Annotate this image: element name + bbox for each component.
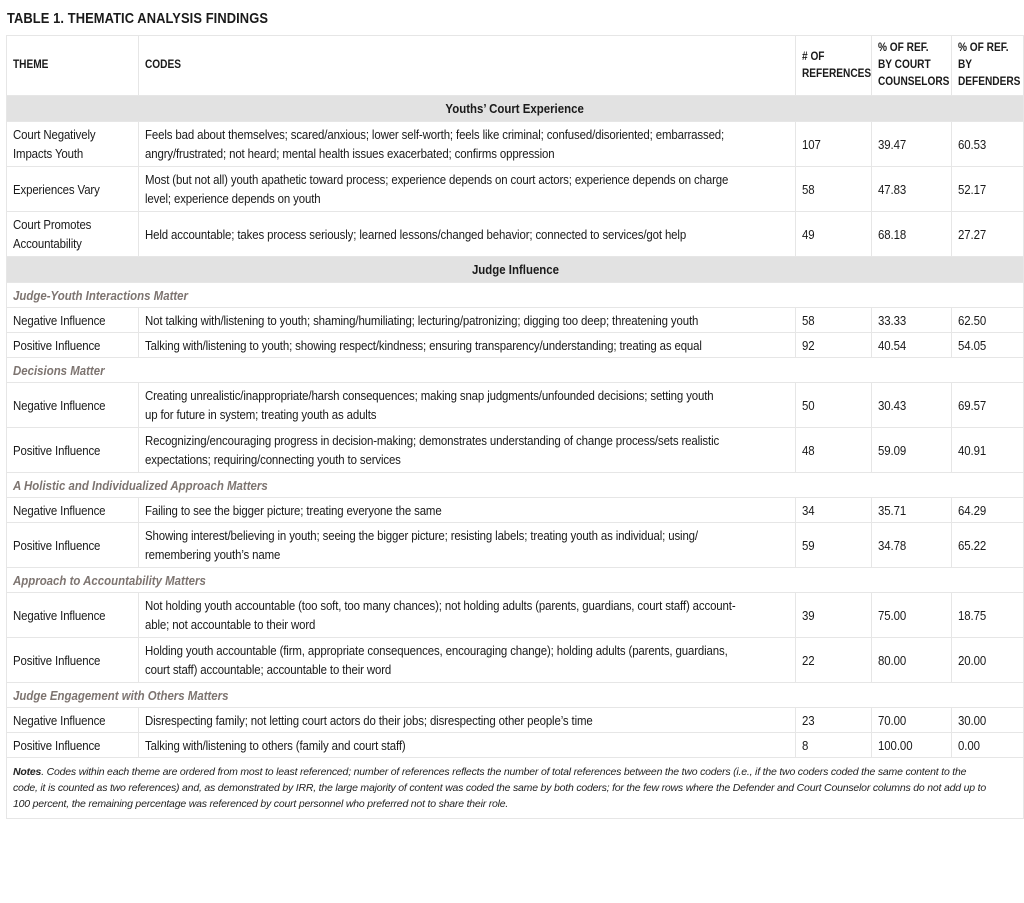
defenders-percent-cell: 65.22	[952, 523, 1024, 568]
codes-cell	[139, 167, 796, 212]
cell-text-line: Positive Influence	[13, 737, 101, 753]
references-cell: 23	[796, 708, 872, 733]
header-references: # OF REFERENCES	[796, 36, 872, 96]
cell-text-line: Not talking with/listening to youth; shaming/humiliating; lecturing/patronizing; digging too deep; threatening youth	[145, 312, 699, 328]
table-row	[7, 498, 1024, 523]
subgroup-heading-row	[7, 358, 1024, 383]
section-youth-court-experience	[7, 96, 1024, 122]
subgroup-title: Decisions Matter	[7, 358, 1024, 383]
table-row	[7, 167, 1024, 212]
cell-text-line: Negative Influence	[13, 502, 106, 518]
theme-cell	[7, 523, 139, 568]
subgroup-title: Judge Engagement with Others Matters	[7, 683, 1024, 708]
cell-text-line: Held accountable; takes process seriously; learned lessons/changed behavior; connected to services/got help	[145, 226, 687, 242]
codes-cell	[139, 593, 796, 638]
table-row	[7, 638, 1024, 683]
references-cell: 22	[796, 638, 872, 683]
defenders-percent-cell: 69.57	[952, 383, 1024, 428]
codes-cell	[139, 733, 796, 758]
defenders-percent-cell: 27.27	[952, 212, 1024, 257]
counselors-percent-cell: 35.71	[872, 498, 952, 523]
header-codes: CODES	[139, 36, 796, 96]
references-cell: 48	[796, 428, 872, 473]
cell-text-line: Impacts Youth	[13, 146, 84, 161]
cell-text-line: Negative Influence	[13, 312, 106, 328]
references-cell: 58	[796, 167, 872, 212]
section-title: Youths’ Court Experience	[7, 96, 1024, 122]
defenders-percent-cell: 40.91	[952, 428, 1024, 473]
table-body	[7, 96, 1024, 819]
table-row	[7, 428, 1024, 473]
subgroup-title: A Holistic and Individualized Approach Matters	[7, 473, 1024, 498]
cell-text-line: Disrespecting family; not letting court actors do their jobs; disrespecting other people’s time	[145, 712, 593, 728]
cell-text-line: Experiences Vary	[13, 181, 100, 197]
cell-text-line: Talking with/listening to others (family and court staff)	[145, 737, 406, 753]
references-cell: 58	[796, 308, 872, 333]
cell-text-line: up for future in system; treating youth as adults	[145, 407, 377, 422]
references-cell: 34	[796, 498, 872, 523]
cell-text-line: Positive Influence	[13, 537, 101, 553]
cell-text-line: Negative Influence	[13, 712, 106, 728]
theme-cell	[7, 593, 139, 638]
cell-text-line: angry/frustrated; not heard; mental health issues exacerbated; confirms oppression	[145, 146, 555, 161]
table-row	[7, 523, 1024, 568]
cell-text-line: Creating unrealistic/inappropriate/harsh consequences; making snap judgments/unfounded decisions; setting youth	[145, 388, 714, 403]
cell-text-line: Showing interest/believing in youth; seeing the bigger picture; resisting labels; treating youth as individual; using/	[145, 528, 698, 543]
references-cell: 39	[796, 593, 872, 638]
table-row	[7, 383, 1024, 428]
notes-text-line: . Codes within each theme are ordered from most to least referenced; number of references reflects the number of total references between the two coders (i.e., if the two coders coded the same content to the	[41, 766, 967, 778]
table-row	[7, 308, 1024, 333]
cell-text-line: Negative Influence	[13, 607, 106, 623]
codes-cell	[139, 708, 796, 733]
defenders-percent-cell: 20.00	[952, 638, 1024, 683]
table-row	[7, 593, 1024, 638]
theme-cell	[7, 383, 139, 428]
cell-text-line: Talking with/listening to youth; showing respect/kindness; ensuring transparency/understanding; treating as equal	[145, 337, 702, 353]
notes-text-line: 100 percent, the remaining percentage was referenced by court personnel who preferred not to share their role.	[13, 798, 509, 810]
cell-text-line: Holding youth accountable (firm, appropriate consequences, encouraging change); holding adults (parents, guardians,	[145, 643, 728, 658]
cell-text-line: Accountability	[13, 236, 82, 251]
counselors-percent-cell: 68.18	[872, 212, 952, 257]
defenders-percent-cell: 62.50	[952, 308, 1024, 333]
counselors-percent-cell: 100.00	[872, 733, 952, 758]
theme-cell	[7, 122, 139, 167]
theme-cell	[7, 308, 139, 333]
cell-text-line: level; experience depends on youth	[145, 191, 321, 206]
theme-cell	[7, 333, 139, 358]
header-theme: THEME	[7, 36, 139, 96]
codes-cell	[139, 523, 796, 568]
subgroup-title: Judge-Youth Interactions Matter	[7, 283, 1024, 308]
cell-text-line: Not holding youth accountable (too soft, too many chances); not holding adults (parents, guardians, court staff) account-	[145, 598, 736, 613]
cell-text-line: Court Negatively	[13, 127, 96, 142]
cell-text-line: Feels bad about themselves; scared/anxious; lower self-worth; feels like criminal; confused/disoriented; embarrassed;	[145, 127, 725, 142]
defenders-percent-cell: 64.29	[952, 498, 1024, 523]
table-row	[7, 122, 1024, 167]
subgroup-heading-row	[7, 473, 1024, 498]
defenders-percent-cell: 30.00	[952, 708, 1024, 733]
cell-text-line: Recognizing/encouraging progress in decision-making; demonstrates understanding of change process/sets realistic	[145, 433, 720, 448]
notes-text-line: code, it is counted as two references) and, as demonstrated by IRR, the large majority of content was coded the same by both coders; for the few rows where the Defender and Court Counselor columns do not add up to	[13, 782, 986, 794]
counselors-percent-cell: 30.43	[872, 383, 952, 428]
table-row	[7, 333, 1024, 358]
subgroup-heading-row	[7, 568, 1024, 593]
theme-cell	[7, 733, 139, 758]
references-cell: 92	[796, 333, 872, 358]
cell-text-line: Court Promotes	[13, 217, 92, 232]
table-row	[7, 708, 1024, 733]
defenders-percent-cell: 18.75	[952, 593, 1024, 638]
section-title: Judge Influence	[7, 257, 1024, 283]
subgroup-heading-row	[7, 283, 1024, 308]
defenders-percent-cell: 54.05	[952, 333, 1024, 358]
thematic-findings-table	[6, 35, 1024, 819]
theme-cell	[7, 167, 139, 212]
cell-text-line: remembering youth’s name	[145, 547, 281, 562]
references-cell: 8	[796, 733, 872, 758]
counselors-percent-cell: 59.09	[872, 428, 952, 473]
cell-text-line: Most (but not all) youth apathetic toward process; experience depends on court actors; experience depends on charge	[145, 172, 729, 187]
counselors-percent-cell: 80.00	[872, 638, 952, 683]
counselors-percent-cell: 75.00	[872, 593, 952, 638]
table-row	[7, 733, 1024, 758]
cell-text-line: court staff) accountable; accountable to their word	[145, 662, 392, 677]
header-counselors: % OF REF. BY COURT COUNSELORS	[872, 36, 952, 96]
counselors-percent-cell: 33.33	[872, 308, 952, 333]
codes-cell	[139, 638, 796, 683]
section-judge-influence	[7, 257, 1024, 283]
counselors-percent-cell: 47.83	[872, 167, 952, 212]
theme-cell	[7, 708, 139, 733]
codes-cell	[139, 428, 796, 473]
references-cell: 59	[796, 523, 872, 568]
codes-cell	[139, 212, 796, 257]
table-title: TABLE 1. THEMATIC ANALYSIS FINDINGS	[7, 10, 269, 27]
table-notes-row	[7, 758, 1024, 819]
codes-cell	[139, 383, 796, 428]
cell-text-line: Negative Influence	[13, 397, 106, 413]
cell-text-line: Positive Influence	[13, 337, 101, 353]
codes-cell	[139, 333, 796, 358]
header-defenders: % OF REF. BY DEFENDERS	[952, 36, 1024, 96]
table-header-row	[7, 36, 1024, 96]
codes-cell	[139, 122, 796, 167]
codes-cell	[139, 308, 796, 333]
defenders-percent-cell: 0.00	[952, 733, 1024, 758]
theme-cell	[7, 212, 139, 257]
counselors-percent-cell: 70.00	[872, 708, 952, 733]
cell-text-line: expectations; requiring/connecting youth to services	[145, 452, 401, 467]
subgroup-title: Approach to Accountability Matters	[7, 568, 1024, 593]
defenders-percent-cell: 60.53	[952, 122, 1024, 167]
cell-text-line: Positive Influence	[13, 652, 101, 668]
counselors-percent-cell: 39.47	[872, 122, 952, 167]
cell-text-line: able; not accountable to their word	[145, 617, 316, 632]
table-row	[7, 212, 1024, 257]
defenders-percent-cell: 52.17	[952, 167, 1024, 212]
counselors-percent-cell: 40.54	[872, 333, 952, 358]
theme-cell	[7, 638, 139, 683]
cell-text-line: Positive Influence	[13, 442, 101, 458]
counselors-percent-cell: 34.78	[872, 523, 952, 568]
references-cell: 49	[796, 212, 872, 257]
references-cell: 107	[796, 122, 872, 167]
cell-text-line: Failing to see the bigger picture; treating everyone the same	[145, 502, 442, 518]
theme-cell	[7, 498, 139, 523]
codes-cell	[139, 498, 796, 523]
theme-cell	[7, 428, 139, 473]
subgroup-heading-row	[7, 683, 1024, 708]
notes-label: Notes	[13, 766, 42, 778]
table-notes	[7, 758, 1024, 819]
references-cell: 50	[796, 383, 872, 428]
